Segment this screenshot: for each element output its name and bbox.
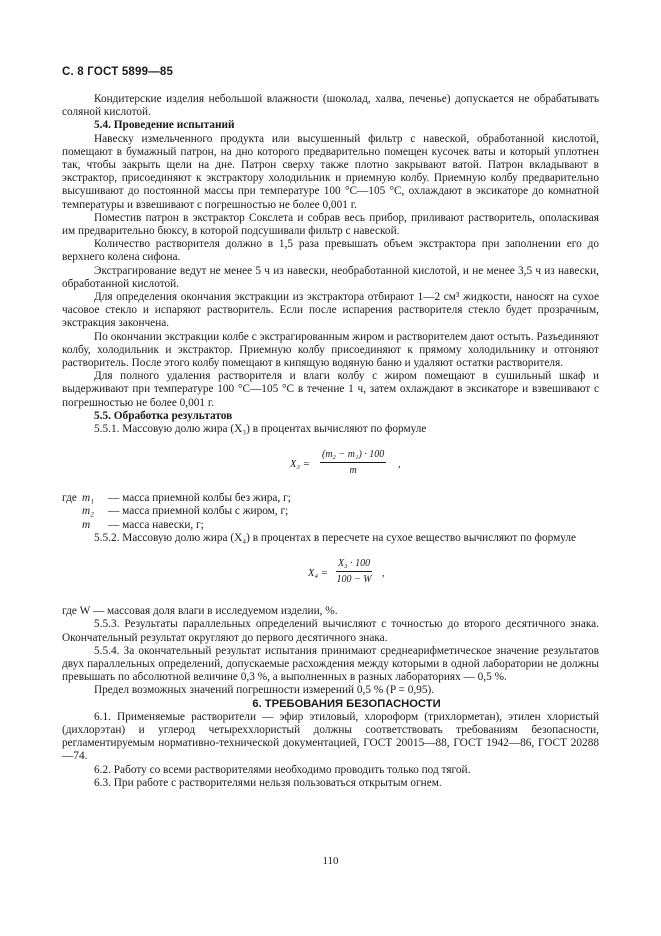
section-heading-5-5: 5.5. Обработка результатов: [94, 409, 233, 422]
formula-lhs: X₃ =: [290, 459, 310, 471]
section-heading-5-4: 5.4. Проведение испытаний: [94, 119, 235, 132]
formula-tail: ,: [382, 568, 385, 580]
formula-numerator: X₃ · 100: [338, 558, 371, 570]
definition-text: — масса приемной колбы без жира, г;: [108, 492, 291, 505]
paragraph: Для определения окончания экстракции из экстрактора отбирают 1—2 см³ жидкости, наносят на сухое часовое стекло и испаряют растворитель. Если после испарения растворителя стекло будет прозрачным, экстракция закончена.: [62, 291, 599, 330]
paragraph: 5.5.4. За окончательный результат испытания принимают среднеарифметическое значение результатов двух параллельных определений, допускаемые расхождения между которыми в одной лаборатории не должны превышать по абсолютной величине 0,3 %, а выполненных в разных лабораториях — 0,5 %.: [62, 644, 599, 684]
paragraph: 5.5.3. Результаты параллельных определений вычисляют с точностью до второго десятичного знака. Окончательный результат округляют до первого десятичного знака.: [62, 618, 599, 644]
definition-row: [62, 505, 599, 518]
definitions-list: [62, 492, 599, 532]
paragraph: 6.3. При работе с растворителями нельзя пользоваться открытым огнем.: [94, 776, 442, 789]
document-body: [62, 93, 599, 790]
paragraph: 6.2. Работу со всеми растворителями необходимо проводить только под тягой.: [94, 763, 471, 776]
definition-var: m: [82, 518, 91, 531]
formula-denominator: m: [320, 462, 386, 477]
paragraph: 5.5.2. Массовую долю жира (X₄) в процентах в пересчете на сухое вещество вычисляют по формуле: [94, 531, 577, 544]
paragraph: 6.1. Применяемые растворители — эфир этиловый, хлороформ (трихлорметан), этилен хлористый (дихлорэтан) и углерод четыреххлористый должны соответствовать требованиям безопасности, регламентируемым нормативно-технической документацией, ГОСТ 20015—88, ГОСТ 1942—86, ГОСТ 20288—74.: [62, 710, 599, 763]
paragraph: По окончании экстракции колбе с экстрагированным жиром и растворителем дают остыть. Разъединяют колбу, холодильник и экстрактор. Приемную колбу присоединяют к прямому холодильнику и отгоняют растворитель. После этого колбу помещают в кипящую водяную баню и удаляют остатки растворителя.: [62, 330, 599, 370]
paragraph: Экстрагирование ведут не менее 5 ч из навески, необработанной кислотой, и не менее 3,5 ч из навески, обработанной кислотой.: [62, 264, 599, 290]
formula-fraction: [336, 557, 372, 586]
formula-tail: ,: [398, 459, 401, 471]
paragraph: Количество растворителя должно в 1,5 раза превышать объем экстрактора при заполнении его до верхнего колена сифона.: [62, 238, 599, 264]
formula-denominator: 100 − W: [336, 571, 372, 586]
formula-x3: [62, 444, 599, 492]
section-heading-6: 6. ТРЕБОВАНИЯ БЕЗОПАСНОСТИ: [252, 697, 441, 710]
page-header: С. 8 ГОСТ 5899—85: [62, 66, 174, 78]
formula-lhs: X₄ =: [308, 568, 328, 580]
definition-var: m₁: [82, 492, 95, 505]
definition-lead: где: [62, 492, 77, 505]
paragraph: Навеску измельченного продукта или высушенный фильтр с навеской, обработанной кислотой, помещают в бумажный патрон, на дно которого предварительно помещен кусочек ваты и который уплотнен так, чтобы закрыть щели на дне. Патрон сверху также плотно закрывают ватой. Патрон вкладывают в экстрактор, присоединяют к экстрактору холодильник и приемную колбу. Приемную колбу предварительно высушивают до постоянной массы при температуре 100 °С—105 °С, охлаждают в эксикаторе до комнатной температуры и взвешивают с погрешностью не более 0,001 г.: [62, 132, 599, 211]
definition-text: — масса приемной колбы с жиром, г;: [108, 505, 289, 518]
definition-var: m₂: [82, 505, 95, 518]
paragraph: Кондитерские изделия небольшой влажности (шоколад, халва, печенье) допускается не обрабатывать соляной кислотой.: [62, 93, 599, 119]
definition-row: [62, 519, 599, 532]
paragraph: где W — массовая доля влаги в исследуемом изделии, %.: [62, 605, 338, 618]
definition-row: [62, 492, 599, 505]
formula-numerator: (m₂ − m₁) · 100: [322, 449, 385, 461]
definition-text: — масса навески, г;: [108, 518, 204, 531]
page-number: 110: [322, 855, 339, 867]
paragraph: Поместив патрон в экстрактор Сокслета и собрав весь прибор, приливают растворитель, ополаскивая им предварительно бюксу, в которой подсушивали фильтр с навеской.: [62, 211, 599, 238]
paragraph: Для полного удаления растворителя и влаги колбу с жиром помещают в сушильный шкаф и выдерживают при температуре 100 °С—105 °С в течение 1 ч, затем охлаждают в эксикаторе и взвешивают с погрешностью не более 0,001 г.: [62, 370, 599, 409]
paragraph: 5.5.1. Массовую долю жира (X₃) в процентах вычисляют по формуле: [94, 423, 427, 436]
formula-fraction: [320, 448, 386, 477]
formula-x4: [62, 553, 599, 605]
paragraph: Предел возможных значений погрешности измерений 0,5 % (P = 0,95).: [94, 684, 435, 697]
